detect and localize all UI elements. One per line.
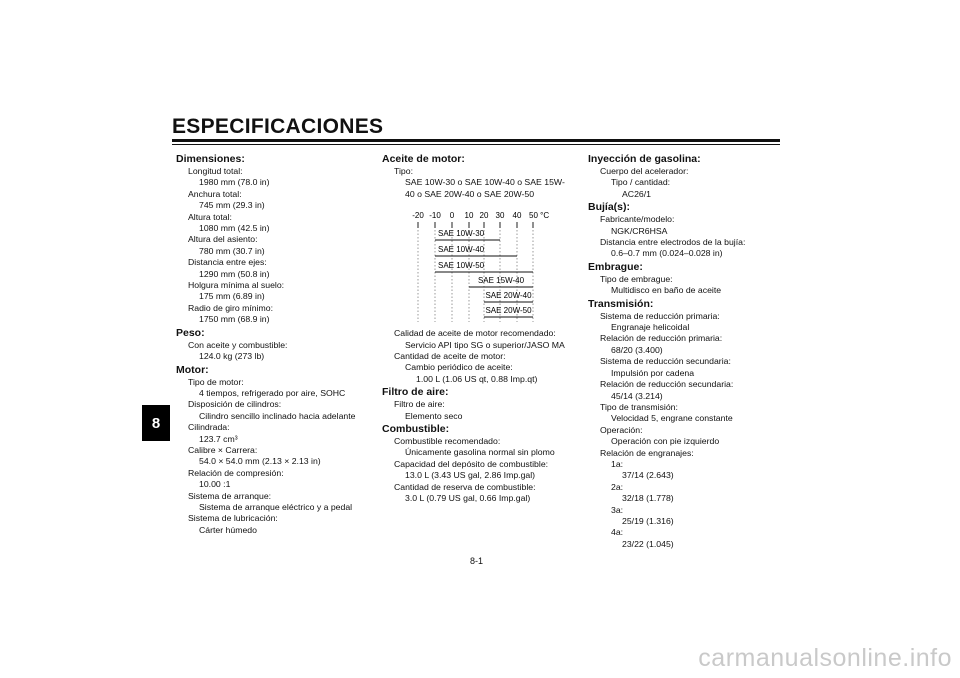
- section-heading-embrague: Embrague:: [588, 260, 643, 273]
- spec-label: Cantidad de aceite de motor:: [394, 351, 506, 362]
- title-rule: [172, 139, 780, 142]
- spec-label: Radio de giro mínimo:: [188, 302, 273, 313]
- oil-chart-temp-label: 40: [512, 211, 522, 221]
- spec-label: Combustible recomendado:: [394, 436, 501, 447]
- spec-list-dimensiones: [176, 166, 366, 326]
- chapter-tab: 8: [142, 405, 170, 441]
- section-heading-combustible: Combustible:: [382, 423, 450, 436]
- section-heading-transmision: Transmisión:: [588, 297, 654, 310]
- spec-value: 45/14 (3.214): [611, 390, 663, 401]
- spec-label: Cilindrada:: [188, 422, 230, 433]
- spec-value: 0.6–0.7 mm (0.024–0.028 in): [611, 248, 723, 259]
- spec-label: Fabricante/modelo:: [600, 214, 675, 225]
- spec-value: 745 mm (29.3 in): [199, 200, 265, 211]
- oil-chart-svg: [382, 200, 582, 328]
- spec-value: Servicio API tipo SG o superior/JASO MA: [405, 339, 565, 350]
- spec-label: Relación de reducción primaria:: [600, 333, 723, 344]
- spec-value: Únicamente gasolina normal sin plomo: [405, 447, 555, 458]
- spec-list-motor: [176, 377, 366, 537]
- spec-value: NGK/CR6HSA: [611, 225, 668, 236]
- spec-value: 1.00 L (1.06 US qt, 0.88 Imp.qt): [416, 373, 538, 384]
- section-heading-dimensiones: Dimensiones:: [176, 153, 245, 165]
- gear-label: 2a:: [611, 481, 624, 492]
- oil-chart-temp-label: 50 °C: [529, 211, 550, 221]
- spec-label: Anchura total:: [188, 188, 242, 199]
- spec-label: Sistema de lubricación:: [188, 513, 278, 524]
- spec-label: Tipo / cantidad:: [611, 177, 671, 188]
- spec-list-filtro: [382, 399, 582, 422]
- spec-value: 40 o SAE 20W-40 o SAE 20W-50: [405, 188, 535, 199]
- watermark: carmanualsonline.info: [698, 644, 952, 672]
- spec-label: Filtro de aire:: [394, 399, 445, 410]
- oil-viscosity-chart: [382, 200, 582, 328]
- spec-value: 1980 mm (78.0 in): [199, 177, 270, 188]
- spec-label: Operación:: [600, 424, 643, 435]
- spec-label: Longitud total:: [188, 166, 243, 176]
- title-rule-thin: [172, 144, 780, 145]
- gear-value: 23/22 (1.045): [622, 538, 674, 549]
- gear-ratio-list: [588, 459, 788, 550]
- spec-value: 780 mm (30.7 in): [199, 245, 265, 256]
- spec-label: Sistema de arranque:: [188, 490, 272, 501]
- spec-value: Operación con pie izquierdo: [611, 436, 720, 447]
- spec-label: Relación de engranajes:: [600, 447, 694, 458]
- spec-value: 1750 mm (68.9 in): [199, 314, 270, 325]
- oil-chart-temp-label: 10: [464, 211, 474, 221]
- oil-chart-grade-label: SAE 15W-40: [477, 276, 525, 286]
- page-title: ESPECIFICACIONES: [172, 115, 384, 138]
- oil-chart-temp-label: 0: [449, 211, 455, 221]
- gear-value: 37/14 (2.643): [622, 470, 674, 481]
- gear-label: 1a:: [611, 458, 624, 469]
- spec-label: Relación de compresión:: [188, 467, 284, 478]
- spec-label: Disposición de cilindros:: [188, 399, 282, 410]
- spec-value: Multidisco en baño de aceite: [611, 285, 722, 296]
- gear-value: 32/18 (1.778): [622, 493, 674, 504]
- oil-chart-temp-label: 30: [495, 211, 505, 221]
- section-heading-motor: Motor:: [176, 363, 209, 376]
- oil-chart-temp-label: -20: [412, 211, 424, 221]
- section-heading-inyeccion: Inyección de gasolina:: [588, 153, 701, 165]
- spec-label: Cuerpo del acelerador:: [600, 166, 689, 176]
- spec-value: 123.7 cm³: [199, 433, 238, 444]
- gear-value: 25/19 (1.316): [622, 515, 674, 526]
- oil-chart-temp-label: -10: [429, 211, 441, 221]
- spec-value: Cilindro sencillo inclinado hacia adelante: [199, 410, 356, 421]
- spec-value: Velocidad 5, engrane constante: [611, 413, 733, 424]
- oil-chart-temp-label: 20: [479, 211, 489, 221]
- spec-label: Capacidad del depósito de combustible:: [394, 458, 549, 469]
- spec-label: Calibre × Carrera:: [188, 444, 258, 455]
- spec-value: 10.00 :1: [199, 479, 231, 490]
- spec-value: 1080 mm (42.5 in): [199, 223, 270, 234]
- spec-value: 4 tiempos, refrigerado por aire, SOHC: [199, 387, 346, 398]
- spec-label: Tipo:: [394, 166, 413, 176]
- oil-chart-grade-label: SAE 20W-50: [485, 306, 532, 316]
- spec-label: Tipo de motor:: [188, 376, 244, 387]
- spec-list-bujia: [588, 214, 788, 260]
- column-1: [176, 152, 366, 536]
- section-heading-peso: Peso:: [176, 326, 205, 339]
- section-heading-filtro: Filtro de aire:: [382, 386, 449, 399]
- spec-label: Tipo de transmisión:: [600, 401, 678, 412]
- spec-value: Engranaje helicoidal: [611, 322, 690, 333]
- gear-label: 3a:: [611, 504, 624, 515]
- column-3: [588, 152, 788, 550]
- page-number: 8-1: [470, 556, 484, 566]
- oil-chart-grade-label: SAE 10W-40: [438, 245, 485, 255]
- spec-value: Cárter húmedo: [199, 524, 257, 535]
- gear-label: 4a:: [611, 527, 624, 538]
- spec-value: 13.0 L (3.43 US gal, 2.86 Imp.gal): [405, 470, 536, 481]
- spec-label: Holgura mínima al suelo:: [188, 280, 285, 291]
- spec-value: 1290 mm (50.8 in): [199, 268, 270, 279]
- spec-list-combustible: [382, 436, 582, 504]
- oil-chart-grade-label: SAE 10W-30: [438, 229, 485, 239]
- spec-label: Sistema de reducción secundaria:: [600, 356, 731, 367]
- spec-label: Cambio periódico de aceite:: [405, 362, 513, 373]
- spec-label: Sistema de reducción primaria:: [600, 310, 720, 321]
- section-heading-aceite: Aceite de motor:: [382, 153, 465, 165]
- section-heading-bujia: Bujía(s):: [588, 201, 630, 214]
- spec-label: Distancia entre ejes:: [188, 257, 267, 268]
- spec-value: SAE 10W-30 o SAE 10W-40 o SAE 15W-: [405, 177, 565, 188]
- spec-value: 3.0 L (0.79 US gal, 0.66 Imp.gal): [405, 493, 531, 504]
- spec-label: Tipo de embrague:: [600, 273, 673, 284]
- oil-chart-grade-label: SAE 20W-40: [485, 291, 532, 301]
- spec-value: Elemento seco: [405, 410, 463, 421]
- spec-value: 175 mm (6.89 in): [199, 291, 265, 302]
- oil-chart-grade-label: SAE 10W-50: [438, 261, 485, 271]
- spec-label: Altura total:: [188, 211, 232, 222]
- spec-label: Distancia entre electrodos de la bujía:: [600, 237, 746, 248]
- spec-value: 124.0 kg (273 lb): [199, 351, 265, 362]
- spec-value: Sistema de arranque eléctrico y a pedal: [199, 501, 353, 512]
- spec-label: Cantidad de reserva de combustible:: [394, 481, 536, 492]
- spec-value: 68/20 (3.400): [611, 344, 663, 355]
- spec-value: Impulsión por cadena: [611, 367, 695, 378]
- spec-list-embrague: [588, 274, 788, 297]
- spec-value: 54.0 × 54.0 mm (2.13 × 2.13 in): [199, 456, 321, 467]
- spec-list-transmision: [588, 311, 788, 448]
- spec-value: AC26/1: [622, 188, 651, 199]
- column-2: [382, 152, 582, 505]
- spec-label: Calidad de aceite de motor recomendado:: [394, 328, 556, 339]
- spec-label: Altura del asiento:: [188, 234, 258, 245]
- spec-list-peso: [176, 340, 366, 363]
- spec-label: Relación de reducción secundaria:: [600, 379, 734, 390]
- spec-label: Con aceite y combustible:: [188, 339, 288, 350]
